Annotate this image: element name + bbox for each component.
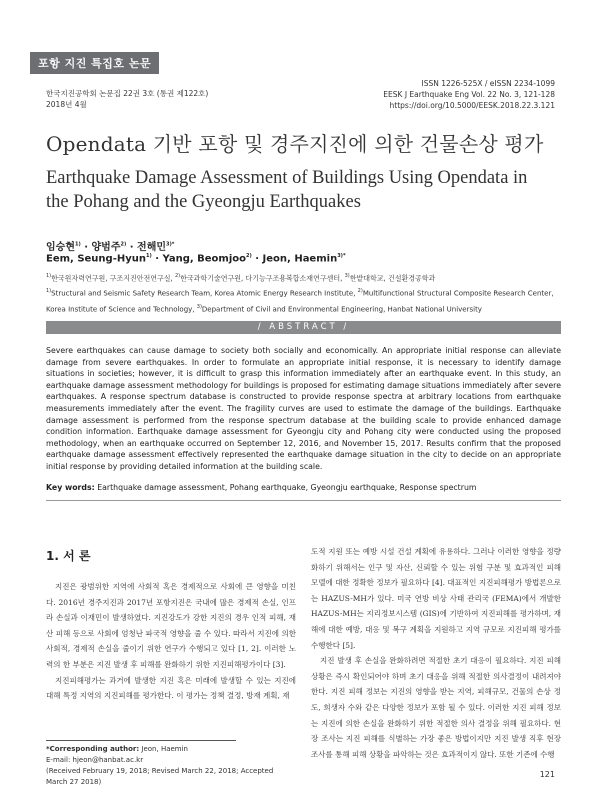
keywords-label: Key words: — [46, 483, 95, 492]
corresponding-author-name: Jeon, Haemin — [139, 745, 188, 753]
author-email[interactable]: E-mail: hjeon@hanbat.ac.kr — [46, 756, 144, 764]
journal-date-line: 2018년 4월 — [46, 100, 87, 109]
affil-sup: 2) — [357, 288, 363, 295]
author-name: Eem, Seung-Hyun — [46, 253, 146, 265]
author-separator: · — [251, 253, 263, 265]
corresponding-author-footnote — [46, 744, 296, 788]
paragraph: 지진은 광범위한 지역에 사회적 혹은 경제적으로 사회에 큰 영향을 미친다. 2016년 경주지진과 2017년 포항지진은 국내에 많은 경제적 손실, 인프라 손실과 이재민이 발생하였다. 지진강도가 강한 지진의 경우 인적 피해, 재산 피해 등으로 사회에 엄청난 파국적 영향을 줄 수 있다. 따라서 지진에 의한 사회적, 경제적 손실을 줄이기 위한 연구가 수행되고 있다 [1, 2]. 이러한 노력의 한 부분은 지진 발생 후 피해를 완화하기 위한 지진피해평가이다 [3]. — [46, 582, 296, 669]
author-name: 전해민 — [137, 242, 167, 253]
author-name: Jeon, Haemin — [262, 253, 338, 265]
author-sup: 1) — [145, 253, 152, 259]
title-english-line2: the Pohang and the Gyeongju Earthquakes — [46, 192, 361, 212]
body-column-right — [311, 544, 561, 762]
author-separator: · — [80, 242, 92, 253]
affil-text: Multifunctional Structural Composite Research Center, Korea Institute of Science and Technology, — [46, 289, 554, 313]
authors-korean — [46, 238, 174, 253]
authors-english — [46, 253, 346, 264]
affil-sup: 1) — [46, 288, 52, 295]
paragraph: 지진피해평가는 과거에 발생한 지진 혹은 미래에 발생할 수 있는 지진에 대해 특정 지역의 지진피해를 평가한다. 이 평가는 정책 결정, 방재 계획, 재 — [46, 675, 296, 701]
journal-citation-line: EESK J Earthquake Eng Vol. 22 No. 3, 121-128 — [383, 90, 555, 99]
corresponding-author-line — [46, 744, 296, 755]
issn-line: ISSN 1226-525X / eISSN 2234-1099 — [421, 79, 555, 88]
abstract-heading: / ABSTRACT / — [46, 321, 561, 334]
affiliations-english — [46, 285, 566, 316]
author-sup: 2) — [120, 241, 127, 248]
paragraph: 지진 발생 후 손실을 완화하려면 적절한 초기 대응이 필요하다. 지진 피해 상황은 즉시 확인되어야 하며 초기 대응을 위해 적절한 의사결정이 내려져야 한다. 지진 피해 정보는 지진의 영향을 받는 지역, 피해규모, 건물의 손상 정도, 희생자 수와 같은 다양한 정보가 포함 될 수 있다. 이러한 지진 피해 정보는 지진에 의한 손실을 완화하기 위한 적절한 의사 결정을 위해 필요하다. 현장 조사는 지진 피해를 식별하는 가장 좋은 방법이지만 지진 발생 직후 현장 조사를 통해 피해 상황을 파악하는 것은 효과적이지 않다. 또한 기존에 수행 — [311, 656, 561, 759]
affil-text: Department of Civil and Environmental Engineering, Hanbat National University — [201, 304, 482, 313]
journal-volume-line: 한국지진공학회 논문집 22권 3호 (통권 제122호) — [46, 89, 209, 98]
paragraph: 도적 지원 또는 예방 시설 건설 계획에 유용하다. 그러나 이러한 영향을 정량화하기 위해서는 인구 및 자산, 신뢰할 수 있는 위험 구분 및 효과적인 피해 모델에 대한 정확한 정보가 필요하다 [4]. 대표적인 지진피해평가 방법론으로는 HAZUS-MH가 있다. 미국 연방 비상 사태 관리국 (FEMA)에서 개발한 HAZUS-MH는 지리정보시스템 (GIS)에 기반하여 지진피해를 평가하며, 재해에 대한 예방, 대응 및 복구 계획을 지원하고 지역 규모로 지진피해 평가를 수행한다 [5]. — [311, 547, 561, 650]
author-sup: 2) — [246, 253, 252, 259]
affil-text: 한밭대학교, 건설환경공학과 — [349, 274, 436, 283]
keywords-divider — [46, 500, 561, 501]
abstract-body: Severe earthquakes can cause damage to society both socially and economically. An appropriate initial response can alleviate damage from severe earthquakes. In order to formulate an appropriate initial response, it is necessary to identify damage situations in societies; however, it is difficult to grasp this information immediately after an earthquake event. In this study, an earthquake damage assessment methodology for buildings is proposed for estimating damage situations immediately after severe earthquakes. A response spectrum database is constructed to provide response spectra at arbitrary locations from earthquake measurements immediately after the event. The fragility curves are used to estimate the damage of the buildings. Earthquake damage assessment is performed from the response spectrum database at the building scale to provide enhanced damage condition information. Earthquake damage assessment for Gyeongju city and Pohang city were conducted using the proposed methodology, when an earthquake occurred on September 12, 2016, and November 15, 2017. Results confirm that the proposed earthquake damage assessment effectively represented the earthquake damage situation in the city to decide on an appropriate initial response by providing detailed information at the building scale. — [46, 346, 561, 471]
author-name: Yang, Beomjoo — [162, 253, 247, 265]
keywords-list: Earthquake damage assessment, Pohang earthquake, Gyeongju earthquake, Response spectrum — [97, 483, 477, 492]
footnote-divider — [46, 740, 236, 741]
page-number: 121 — [539, 770, 555, 779]
special-issue-banner: 포항 지진 특집호 논문 — [30, 52, 159, 74]
section-heading-introduction: 1. 서 론 — [46, 549, 91, 563]
affil-text: Structural and Seismic Safety Research Team, Korea Atomic Energy Research Institute, — [51, 289, 358, 298]
title-english — [46, 166, 566, 214]
author-name: 양범주 — [91, 242, 121, 253]
body-column-left — [46, 579, 296, 704]
affiliations-korean — [46, 270, 566, 285]
journal-meta-english — [383, 78, 555, 111]
received-dates: (Received February 19, 2018; Revised March 22, 2018; Accepted March 27 2018) — [46, 767, 274, 786]
doi-link[interactable]: https://doi.org/10.5000/EESK.2018.22.3.121 — [389, 101, 555, 110]
author-separator: · — [126, 242, 138, 253]
author-sup: 3)* — [337, 253, 346, 259]
affil-sup: 3) — [196, 303, 202, 310]
author-name: 임승현 — [46, 242, 75, 253]
keywords — [46, 483, 561, 492]
affiliations — [46, 270, 566, 316]
author-sup: 3)* — [166, 241, 175, 248]
author-sup: 1) — [74, 241, 81, 248]
affil-text: 한국과학기술연구원, 다기능구조용복합소재연구센터, — [180, 274, 345, 283]
author-separator: · — [151, 253, 163, 265]
corresponding-author-label: *Corresponding author: — [46, 745, 140, 753]
affil-sup: 2) — [175, 273, 181, 279]
affil-text: 한국원자력연구원, 구조지진안전연구실, — [51, 274, 175, 283]
title-english-line1: Earthquake Damage Assessment of Buildings Using Opendata in — [46, 168, 528, 188]
affil-sup: 3) — [344, 273, 350, 279]
title-korean: Opendata 기반 포항 및 경주지진에 의한 건물손상 평가 — [46, 132, 544, 156]
affil-sup: 1) — [46, 273, 52, 279]
journal-meta-korean — [46, 88, 208, 110]
